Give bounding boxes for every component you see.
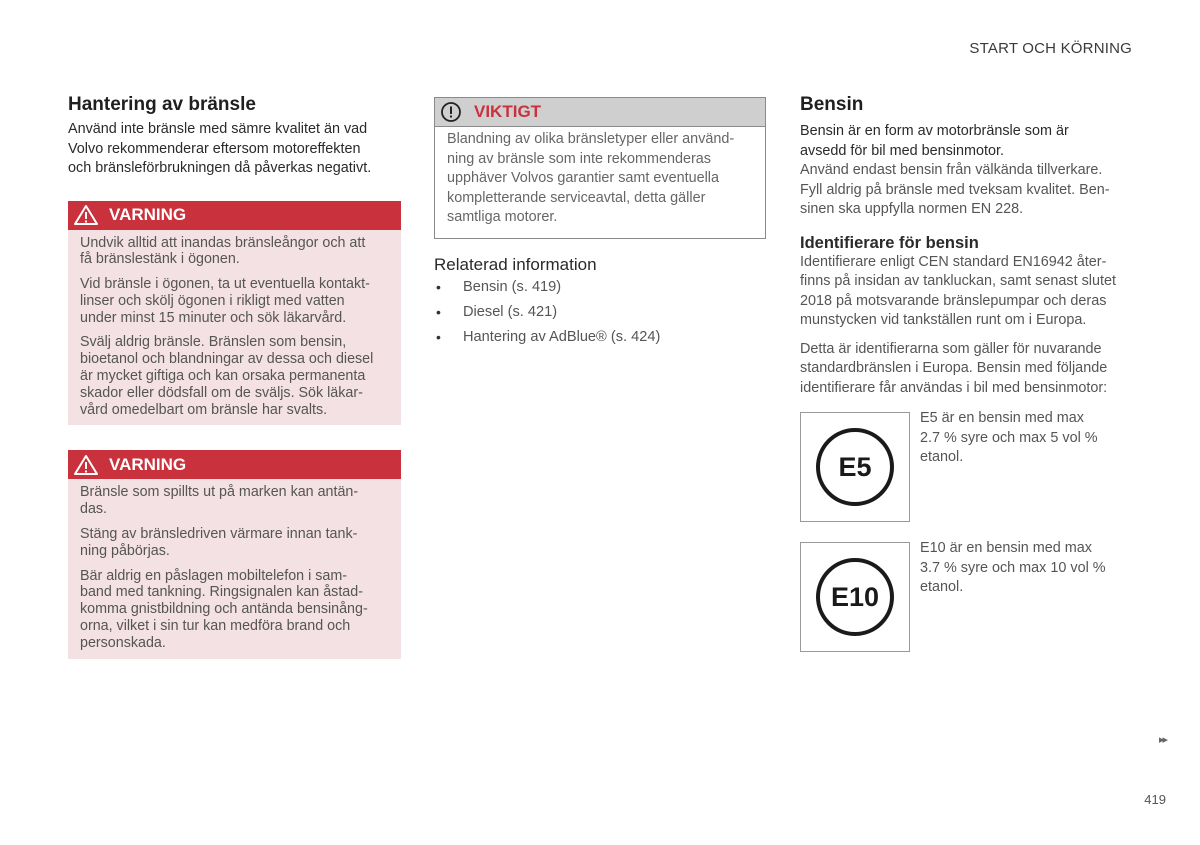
warning-paragraph: Undvik alltid att inandas bränsleångor och att få bränslestänk i ögonen. [80, 234, 366, 268]
e10-label-card [800, 542, 910, 652]
identifier-paragraph: Detta är identifierarna som gäller för nuvarande standardbränslen i Europa. Bensin med följande identifierare får användas i bil med bensinmotor: [800, 340, 1108, 396]
warning-label: VARNING [109, 454, 187, 474]
middle-column [434, 94, 766, 353]
fuel-identifier-e5 [800, 412, 1133, 522]
important-box [434, 97, 766, 239]
important-body [435, 127, 765, 238]
warning-box [68, 201, 401, 426]
e10-circle-icon: E10 [816, 558, 894, 636]
warning-body [68, 230, 401, 426]
fuel-identifier-e10 [800, 542, 1133, 652]
bensin-intro: Bensin är en form av motorbränsle som är avsedd för bil med bensinmotor. [800, 123, 1069, 159]
e5-circle-icon: E5 [816, 428, 894, 506]
section-header: START OCH KÖRNING [969, 40, 1132, 57]
e5-label-card [800, 412, 910, 522]
exclamation-circle-icon [440, 101, 462, 123]
related-link-bensin[interactable]: • Bensin (s. 419) [436, 278, 562, 295]
warning-paragraph: Bränsle som spillts ut på marken kan antän- das. [80, 484, 359, 518]
e5-description: E5 är en bensin med max 2.7 % syre och max 5 vol % etanol. [920, 410, 1098, 465]
e10-description: E10 är en bensin med max 3.7 % syre och max 10 vol % etanol. [920, 540, 1106, 595]
right-column [800, 94, 1133, 652]
bullet-icon: • [436, 303, 441, 320]
bullet-icon: • [436, 328, 441, 345]
section-title-bensin: Bensin [800, 94, 864, 115]
warning-paragraph: Vid bränsle i ögonen, ta ut eventuella kontakt- linser och skölj ögonen i rikligt med vatten under minst 15 minuter och sök läkarvård. [80, 276, 370, 326]
important-header [435, 98, 765, 127]
warning-paragraph: Stäng av bränsledriven värmare innan tank- ning påbörjas. [80, 526, 358, 559]
warning-header [68, 450, 401, 479]
warning-header [68, 201, 401, 230]
related-information [434, 255, 766, 353]
warning-triangle-icon [73, 204, 99, 226]
important-label: VIKTIGT [474, 102, 542, 121]
intro-paragraph: Använd inte bränsle med sämre kvalitet än vad Volvo rekommenderar eftersom motoreffekten och bränsleförbrukningen då påverkas negativt. [68, 121, 372, 176]
related-link-adblue[interactable]: • Hantering av AdBlue® (s. 424) [436, 328, 661, 345]
identifier-paragraph: Identifierare enligt CEN standard EN16942 åter- finns på insidan av tankluckan, samt senast slutet 2018 på motsvarande bränslepumpar och deras munstycken vid tankställen runt om i Europa. [800, 253, 1116, 328]
warning-label: VARNING [109, 205, 187, 224]
related-list [434, 278, 766, 353]
section-title-fuel-handling: Hantering av bränsle [68, 94, 256, 115]
bullet-icon: • [436, 278, 441, 295]
page-number: 419 [1144, 792, 1166, 807]
important-text: Blandning av olika bränsletyper eller använd- ning av bränsle som inte rekommenderas upphäver Volvos garantier samt eventuella kompletterande serviceavtal, detta gäller samtliga motorer. [447, 131, 735, 225]
warning-box [68, 450, 401, 658]
warning-paragraph: Bär aldrig en påslagen mobiltelefon i sam- band med tankning. Ringsignalen kan åstad- komma gnistbildning och antända bensinång- orna, vilket i sin tur kan medföra brand och personskada. [80, 567, 368, 651]
next-page-arrow-icon[interactable]: ▸▸ [1158, 734, 1166, 746]
warning-triangle-icon [73, 454, 99, 476]
related-link-diesel[interactable]: • Diesel (s. 421) [436, 303, 558, 320]
warning-body [68, 479, 401, 658]
related-title: Relaterad information [434, 254, 597, 274]
warning-paragraph: Svälj aldrig bränsle. Bränslen som bensin, bioetanol och blandningar av dessa och diesel är mycket giftiga och kan orsaka permanenta skador eller dödsfall om de sväljs. Sök läkar- vård omedelbart om bränsle har svalts. [80, 334, 374, 418]
bensin-paragraph: Använd endast bensin från välkända tillverkare. Fyll aldrig på bränsle med tveksam kvalitet. Ben- sinen ska uppfylla normen EN 228. [800, 162, 1110, 217]
left-column [68, 94, 401, 659]
identifier-subtitle: Identifierare för bensin [800, 233, 979, 252]
